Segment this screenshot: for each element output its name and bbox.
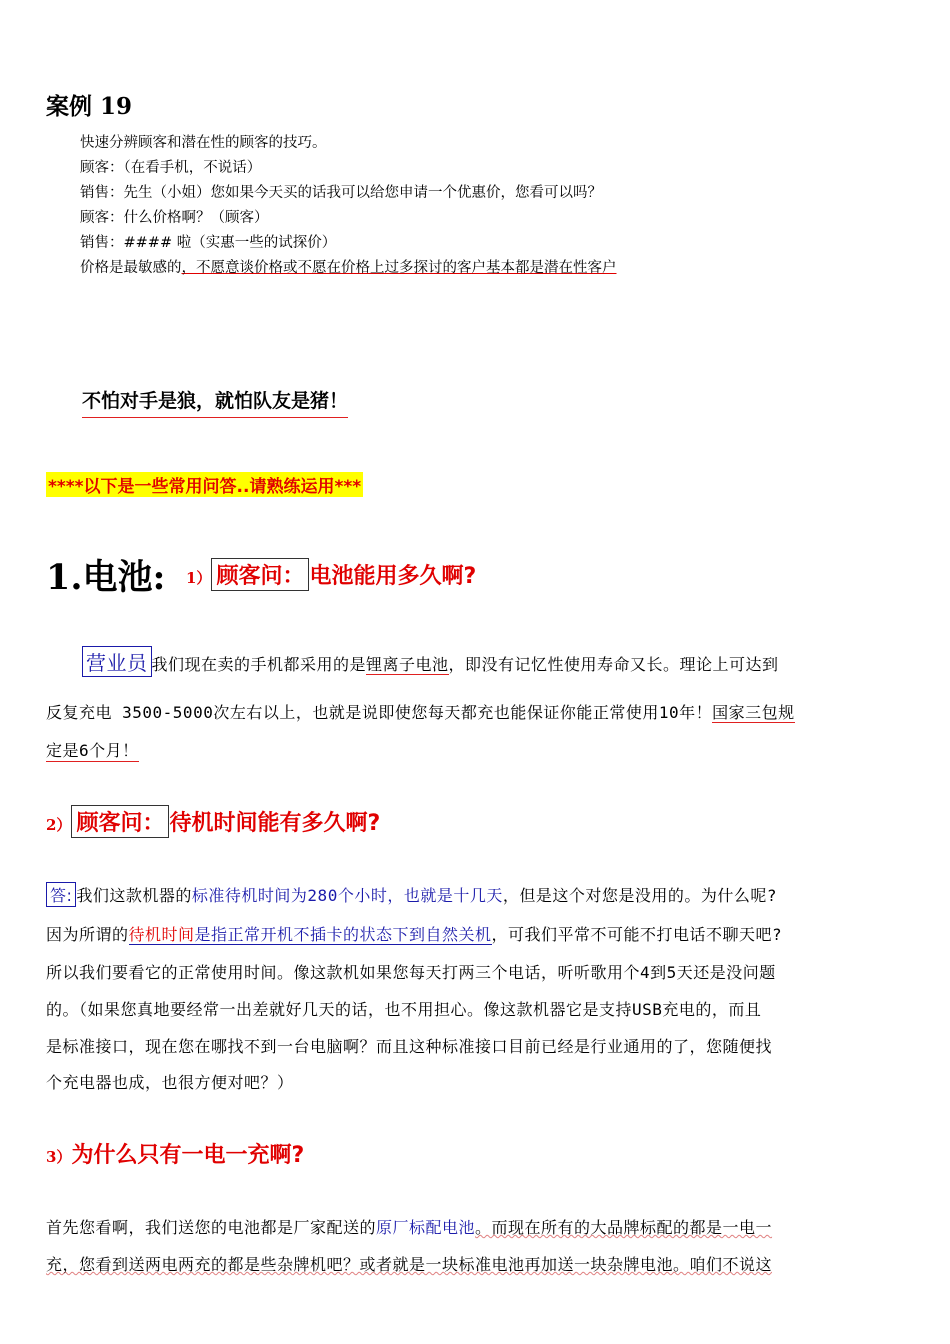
answer-1-battery-type: 锂离子电池 <box>366 655 449 674</box>
case-title: 案例 19 <box>46 93 133 120</box>
case-conclusion <box>80 256 617 277</box>
case-line-4: 顾客：什么价格啊？（顾客） <box>80 210 269 226</box>
answer-2-line-4: 的。（如果您真地要经常一出差就好几天的话，也不用担心。像这款机器它是支持USB充电的，而且 <box>46 1000 762 1019</box>
answer-2-l2-a: 因为所谓的 <box>46 925 129 944</box>
question-1 <box>186 558 476 591</box>
answer-1-line-2 <box>46 700 795 723</box>
answer-3-l1-a: 首先您看啊，我们送您的电池都是厂家配送的 <box>46 1218 377 1237</box>
answer-1-warranty: 国家三包规 <box>712 703 795 722</box>
question-3-text: 为什么只有一电一充啊? <box>71 1143 305 1168</box>
answer-2-l1-a: 我们这款机器的 <box>76 886 192 905</box>
answer-2-line-6: 个充电器也成，也很方便对吧？） <box>46 1073 294 1092</box>
answer-3-line-1 <box>46 1215 772 1238</box>
case-line-1: 快速分辨顾客和潜在性的顾客的技巧。 <box>80 135 327 151</box>
answer-3-original-battery: 原厂标配电池 <box>376 1218 476 1237</box>
answer-2-line-3: 所以我们要看它的正常使用时间。像这款机如果您每天打两三个电话，听听歌用个4到5天还是没问题 <box>46 963 776 982</box>
question-1-text: 电池能用多久啊? <box>309 564 477 589</box>
staff-label: 营业员 <box>82 646 152 677</box>
case-conclusion-underlined: ，不愿意谈价格或不愿在价格上过多探讨的客户基本都是潜在性客户 <box>181 260 617 276</box>
answer-2-line-2 <box>46 922 782 945</box>
answer-1-text-a: 我们现在卖的手机都采用的是 <box>151 655 367 674</box>
answer-2-l2-d: ，可我们平常不可能不打电话不聊天吧? <box>491 925 783 944</box>
question-1-number: 1） <box>186 569 212 587</box>
question-2-text: 待机时间能有多久啊? <box>169 811 381 836</box>
answer-label: 答: <box>46 882 76 907</box>
answer-2-standby-definition: 是指正常开机不插卡的状态下到自然关机 <box>194 925 492 944</box>
section-heading-battery <box>46 550 165 600</box>
qa-banner: ****以下是一些常用问答..请熟练运用*** <box>46 472 363 497</box>
case-line-5: 销售：#### 啦（实惠一些的试探价） <box>80 235 337 251</box>
answer-2-l1-c: ，但是这个对您是没用的。为什么呢? <box>502 886 777 905</box>
slogan: 不怕对手是狼，就怕队友是猪！ <box>82 386 348 418</box>
case-line-2: 顾客：（在看手机，不说话） <box>80 160 262 176</box>
case-line-3: 销售：先生（小姐）您如果今天买的话我可以给您申请一个优惠价，您看可以吗？ <box>80 185 602 201</box>
question-2-label: 顾客问： <box>71 805 169 838</box>
answer-1-line-2-text: 反复充电 3500-5000次左右以上，也就是说即使您每天都充也能保证你能正常使用10年！ <box>46 703 713 722</box>
answer-2-standby-time: 标准待机时间为280个小时，也就是十几天 <box>191 886 503 905</box>
answer-2-line-5: 是标准接口，现在您在哪找不到一台电脑啊？而且这种标准接口目前已经是行业通用的了，您随便找 <box>46 1037 773 1056</box>
answer-1-text-c: ，即没有记忆性使用寿命又长。理论上可达到 <box>448 655 779 674</box>
answer-3-line-2 <box>46 1252 772 1275</box>
answer-2-standby-term: 待机时间 <box>128 925 195 944</box>
answer-3-l1-c: 。而现在所有的大品牌标配的都是一电一 <box>475 1218 773 1237</box>
answer-2-line-1 <box>46 882 777 907</box>
case-conclusion-prefix: 价格是最敏感的 <box>80 260 182 276</box>
answer-1-line-3: 定是6个月！ <box>46 738 139 762</box>
answer-1-line-1 <box>82 646 779 677</box>
question-3 <box>46 1138 304 1169</box>
question-1-label: 顾客问： <box>211 558 309 591</box>
answer-3-l2: 充，您看到送两电两充的都是些杂牌机吧？或者就是一块标准电池再加送一块杂牌电池。咱们不说这 <box>46 1255 773 1274</box>
section-heading-text: 1.电池: <box>46 557 166 598</box>
question-2 <box>46 805 380 838</box>
question-2-number: 2） <box>46 816 72 834</box>
question-3-number: 3） <box>46 1148 72 1166</box>
